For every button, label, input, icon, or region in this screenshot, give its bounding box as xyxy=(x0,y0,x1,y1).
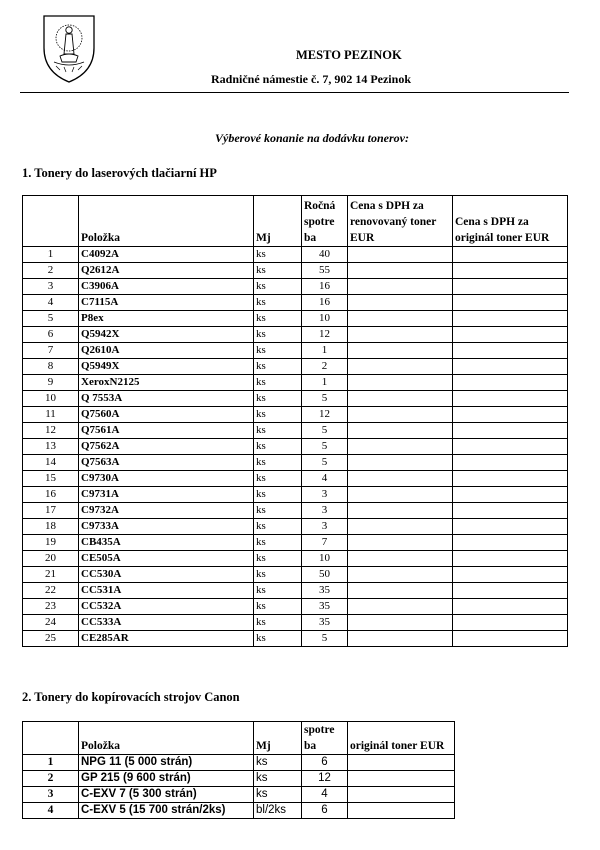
row-number: 21 xyxy=(23,567,79,583)
row-number: 7 xyxy=(23,343,79,359)
price-cell xyxy=(453,407,568,423)
price-cell xyxy=(453,567,568,583)
row-number: 2 xyxy=(23,771,79,787)
unit: ks xyxy=(254,423,302,439)
item-code: P8ex xyxy=(79,311,254,327)
row-number: 18 xyxy=(23,519,79,535)
table-row xyxy=(23,535,568,551)
price-cell xyxy=(453,503,568,519)
item-code: GP 215 (9 600 strán) xyxy=(79,771,254,787)
quantity: 16 xyxy=(302,295,348,311)
quantity: 6 xyxy=(302,803,348,819)
item-code: Q7563A xyxy=(79,455,254,471)
table-row xyxy=(23,755,455,771)
quantity: 4 xyxy=(302,787,348,803)
row-number: 4 xyxy=(23,295,79,311)
row-number: 16 xyxy=(23,487,79,503)
price-cell xyxy=(348,771,455,787)
price-cell xyxy=(348,487,453,503)
table-row xyxy=(23,327,568,343)
unit: ks xyxy=(254,787,302,803)
row-number: 14 xyxy=(23,455,79,471)
unit: ks xyxy=(254,247,302,263)
unit: ks xyxy=(254,771,302,787)
item-code: C9733A xyxy=(79,519,254,535)
price-cell xyxy=(348,615,453,631)
table-row xyxy=(23,407,568,423)
price-cell xyxy=(348,247,453,263)
table-row xyxy=(23,439,568,455)
price-cell xyxy=(453,615,568,631)
quantity: 12 xyxy=(302,771,348,787)
price-cell xyxy=(453,295,568,311)
quantity: 10 xyxy=(302,551,348,567)
price-cell xyxy=(453,471,568,487)
table-row xyxy=(23,391,568,407)
price-cell xyxy=(348,375,453,391)
row-number: 5 xyxy=(23,311,79,327)
hp-toner-table xyxy=(22,195,568,647)
item-code: XeroxN2125 xyxy=(79,375,254,391)
price-cell xyxy=(348,295,453,311)
column-header xyxy=(23,722,79,755)
quantity: 2 xyxy=(302,359,348,375)
column-header: Položka xyxy=(79,722,254,755)
table-row xyxy=(23,487,568,503)
row-number: 24 xyxy=(23,615,79,631)
price-cell xyxy=(453,583,568,599)
price-cell xyxy=(453,263,568,279)
unit: ks xyxy=(254,311,302,327)
unit: ks xyxy=(254,535,302,551)
table-row xyxy=(23,771,455,787)
price-cell xyxy=(348,567,453,583)
unit: ks xyxy=(254,439,302,455)
row-number: 11 xyxy=(23,407,79,423)
quantity: 5 xyxy=(302,455,348,471)
unit: ks xyxy=(254,519,302,535)
table-row xyxy=(23,551,568,567)
quantity: 35 xyxy=(302,583,348,599)
unit: ks xyxy=(254,567,302,583)
item-code: C4092A xyxy=(79,247,254,263)
quantity: 3 xyxy=(302,487,348,503)
price-cell xyxy=(348,519,453,535)
column-header: Ročná spotre ba xyxy=(302,196,348,247)
item-code: C9731A xyxy=(79,487,254,503)
section-1-title: 1. Tonery do laserových tlačiarní HP xyxy=(22,166,217,180)
table-header-row xyxy=(23,196,568,247)
price-cell xyxy=(453,423,568,439)
quantity: 35 xyxy=(302,615,348,631)
table-row xyxy=(23,375,568,391)
quantity: 40 xyxy=(302,247,348,263)
city-name: MESTO PEZINOK xyxy=(296,48,402,62)
column-header: Položka xyxy=(79,196,254,247)
item-code: CB435A xyxy=(79,535,254,551)
unit: ks xyxy=(254,375,302,391)
unit: ks xyxy=(254,263,302,279)
document-subject: Výberové konanie na dodávku tonerov: xyxy=(215,131,409,145)
row-number: 8 xyxy=(23,359,79,375)
row-number: 20 xyxy=(23,551,79,567)
table-row xyxy=(23,503,568,519)
price-cell xyxy=(348,631,453,647)
price-cell xyxy=(453,519,568,535)
unit: ks xyxy=(254,615,302,631)
price-cell xyxy=(453,247,568,263)
item-code: CC533A xyxy=(79,615,254,631)
unit: ks xyxy=(254,631,302,647)
price-cell xyxy=(453,631,568,647)
price-cell xyxy=(348,359,453,375)
column-header: Cena s DPH za originál toner EUR xyxy=(453,196,568,247)
item-code: Q2610A xyxy=(79,343,254,359)
header-divider xyxy=(20,92,569,93)
quantity: 10 xyxy=(302,311,348,327)
unit: ks xyxy=(254,279,302,295)
table-row xyxy=(23,295,568,311)
item-code: Q7560A xyxy=(79,407,254,423)
price-cell xyxy=(453,343,568,359)
item-code: Q5942X xyxy=(79,327,254,343)
price-cell xyxy=(453,359,568,375)
unit: ks xyxy=(254,583,302,599)
price-cell xyxy=(453,327,568,343)
quantity: 6 xyxy=(302,755,348,771)
table-row xyxy=(23,599,568,615)
unit: ks xyxy=(254,487,302,503)
row-number: 10 xyxy=(23,391,79,407)
column-header: Mj xyxy=(254,722,302,755)
unit: ks xyxy=(254,551,302,567)
table-row xyxy=(23,471,568,487)
item-code: C7115A xyxy=(79,295,254,311)
quantity: 1 xyxy=(302,343,348,359)
row-number: 9 xyxy=(23,375,79,391)
unit: ks xyxy=(254,327,302,343)
table-row xyxy=(23,423,568,439)
table-row xyxy=(23,311,568,327)
row-number: 25 xyxy=(23,631,79,647)
row-number: 12 xyxy=(23,423,79,439)
price-cell xyxy=(453,391,568,407)
item-code: CC530A xyxy=(79,567,254,583)
unit: ks xyxy=(254,503,302,519)
unit: ks xyxy=(254,343,302,359)
item-code: C9732A xyxy=(79,503,254,519)
row-number: 17 xyxy=(23,503,79,519)
column-header: spotre ba xyxy=(302,722,348,755)
row-number: 23 xyxy=(23,599,79,615)
price-cell xyxy=(453,279,568,295)
price-cell xyxy=(348,455,453,471)
row-number: 3 xyxy=(23,787,79,803)
row-number: 2 xyxy=(23,263,79,279)
quantity: 4 xyxy=(302,471,348,487)
price-cell xyxy=(348,407,453,423)
price-cell xyxy=(348,471,453,487)
table-row xyxy=(23,631,568,647)
item-code: NPG 11 (5 000 strán) xyxy=(79,755,254,771)
unit: bl/2ks xyxy=(254,803,302,819)
quantity: 12 xyxy=(302,327,348,343)
quantity: 5 xyxy=(302,391,348,407)
quantity: 5 xyxy=(302,423,348,439)
table-header-row xyxy=(23,722,455,755)
price-cell xyxy=(348,279,453,295)
item-code: CC531A xyxy=(79,583,254,599)
quantity: 35 xyxy=(302,599,348,615)
quantity: 3 xyxy=(302,519,348,535)
table-row xyxy=(23,455,568,471)
quantity: 55 xyxy=(302,263,348,279)
row-number: 1 xyxy=(23,755,79,771)
price-cell xyxy=(348,391,453,407)
canon-toner-table xyxy=(22,721,455,819)
unit: ks xyxy=(254,755,302,771)
quantity: 12 xyxy=(302,407,348,423)
unit: ks xyxy=(254,599,302,615)
quantity: 3 xyxy=(302,503,348,519)
quantity: 5 xyxy=(302,439,348,455)
price-cell xyxy=(453,311,568,327)
price-cell xyxy=(348,755,455,771)
row-number: 15 xyxy=(23,471,79,487)
price-cell xyxy=(348,327,453,343)
item-code: C-EXV 5 (15 700 strán/2ks) xyxy=(79,803,254,819)
table-row xyxy=(23,359,568,375)
column-header: Mj xyxy=(254,196,302,247)
row-number: 3 xyxy=(23,279,79,295)
table-row xyxy=(23,247,568,263)
row-number: 13 xyxy=(23,439,79,455)
price-cell xyxy=(348,583,453,599)
item-code: CC532A xyxy=(79,599,254,615)
quantity: 5 xyxy=(302,631,348,647)
price-cell xyxy=(348,343,453,359)
unit: ks xyxy=(254,359,302,375)
price-cell xyxy=(348,803,455,819)
price-cell xyxy=(453,487,568,503)
table-row xyxy=(23,615,568,631)
table-row xyxy=(23,279,568,295)
price-cell xyxy=(453,535,568,551)
quantity: 50 xyxy=(302,567,348,583)
column-header: Cena s DPH za renovovaný toner EUR xyxy=(348,196,453,247)
table-row xyxy=(23,803,455,819)
item-code: CE505A xyxy=(79,551,254,567)
section-2-title: 2. Tonery do kopírovacích strojov Canon xyxy=(22,690,240,704)
column-header: originál toner EUR xyxy=(348,722,455,755)
table-row xyxy=(23,583,568,599)
unit: ks xyxy=(254,455,302,471)
price-cell xyxy=(348,551,453,567)
item-code: Q 7553A xyxy=(79,391,254,407)
unit: ks xyxy=(254,391,302,407)
price-cell xyxy=(453,455,568,471)
item-code: Q7561A xyxy=(79,423,254,439)
quantity: 7 xyxy=(302,535,348,551)
item-code: C3906A xyxy=(79,279,254,295)
item-code: Q7562A xyxy=(79,439,254,455)
unit: ks xyxy=(254,295,302,311)
price-cell xyxy=(453,551,568,567)
price-cell xyxy=(348,535,453,551)
price-cell xyxy=(348,423,453,439)
city-address: Radničné námestie č. 7, 902 14 Pezinok xyxy=(211,72,411,86)
row-number: 6 xyxy=(23,327,79,343)
price-cell xyxy=(348,439,453,455)
item-code: CE285AR xyxy=(79,631,254,647)
table-row xyxy=(23,343,568,359)
table-row xyxy=(23,787,455,803)
price-cell xyxy=(348,599,453,615)
table-row xyxy=(23,567,568,583)
table-row xyxy=(23,519,568,535)
row-number: 4 xyxy=(23,803,79,819)
quantity: 1 xyxy=(302,375,348,391)
item-code: C-EXV 7 (5 300 strán) xyxy=(79,787,254,803)
price-cell xyxy=(348,311,453,327)
item-code: C9730A xyxy=(79,471,254,487)
table-row xyxy=(23,263,568,279)
price-cell xyxy=(348,787,455,803)
price-cell xyxy=(453,375,568,391)
unit: ks xyxy=(254,471,302,487)
price-cell xyxy=(348,263,453,279)
price-cell xyxy=(453,599,568,615)
row-number: 1 xyxy=(23,247,79,263)
item-code: Q5949X xyxy=(79,359,254,375)
row-number: 22 xyxy=(23,583,79,599)
price-cell xyxy=(348,503,453,519)
coat-of-arms-logo xyxy=(40,12,98,84)
unit: ks xyxy=(254,407,302,423)
quantity: 16 xyxy=(302,279,348,295)
item-code: Q2612A xyxy=(79,263,254,279)
price-cell xyxy=(453,439,568,455)
row-number: 19 xyxy=(23,535,79,551)
column-header xyxy=(23,196,79,247)
